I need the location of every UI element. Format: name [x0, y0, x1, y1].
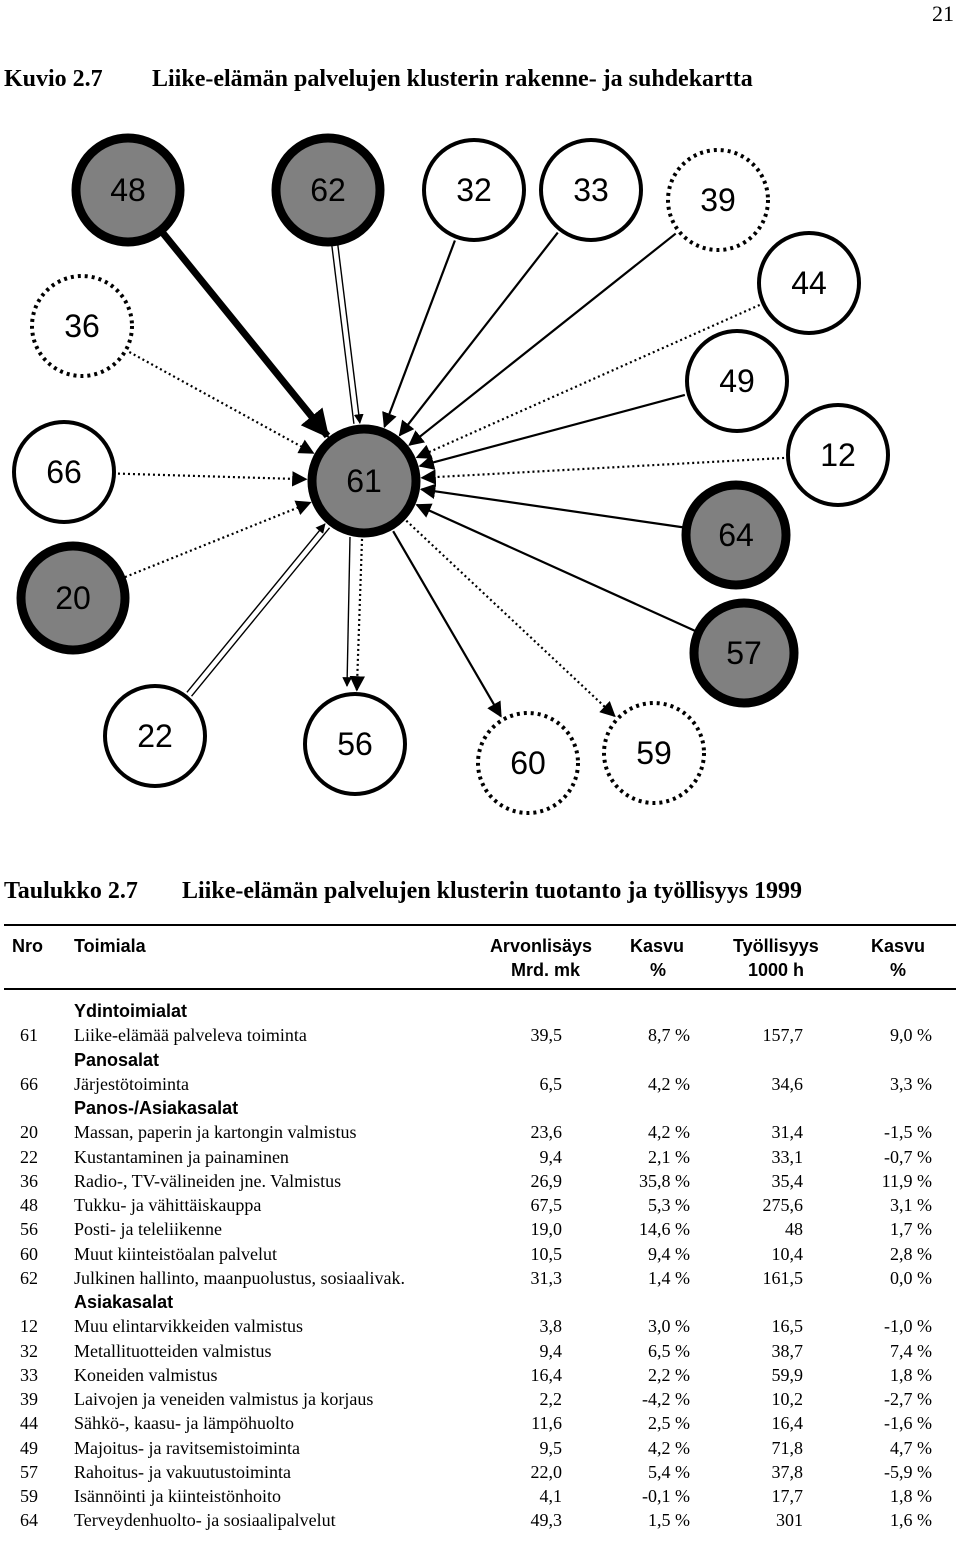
header-kasvu-2: Kasvu	[871, 936, 926, 956]
cell-kasvu: 8,7 %	[648, 1025, 690, 1046]
header-kasvu-1: Kasvu	[630, 936, 685, 956]
cell-kasvu-tyollisyys: 1,7 %	[890, 1219, 932, 1240]
cell-nro: 36	[20, 1170, 38, 1191]
cell-arvonlisays: 49,3	[530, 1510, 562, 1531]
cell-toimiala: Rahoitus- ja vakuutustoiminta	[74, 1461, 291, 1482]
node-48	[76, 138, 180, 242]
table-row	[0, 1217, 960, 1241]
table-row	[0, 1508, 960, 1532]
node-label-64: 64	[718, 517, 754, 553]
header-kasvu-1-unit: %	[650, 960, 667, 980]
cell-toimiala: Radio-, TV-välineiden jne. Valmistus	[74, 1170, 342, 1191]
cell-nro: 12	[20, 1316, 38, 1337]
cell-kasvu: 1,4 %	[648, 1267, 690, 1288]
table-title: Liike-elämän palvelujen klusterin tuotanto ja työllisyys 1999	[182, 878, 803, 904]
cell-kasvu-tyollisyys: 1,8 %	[890, 1364, 932, 1385]
cell-toimiala: Terveydenhuolto- ja sosiaalipalvelut	[74, 1510, 336, 1531]
edge-48-61	[163, 233, 327, 435]
cell-kasvu-tyollisyys: 1,8 %	[890, 1486, 932, 1506]
table-row	[0, 1023, 960, 1047]
cell-toimiala: Laivojen ja veneiden valmistus ja korjaus	[74, 1389, 374, 1409]
cell-tyollisyys: 301	[776, 1510, 803, 1531]
node-label-20: 20	[55, 580, 91, 616]
cell-tyollisyys: 17,7	[771, 1486, 803, 1506]
cell-toimiala: Massan, paperin ja kartongin valmistus	[74, 1122, 357, 1143]
cell-kasvu: 9,4 %	[648, 1243, 690, 1264]
cell-kasvu-tyollisyys: -1,6 %	[884, 1413, 932, 1434]
node-59	[604, 703, 704, 803]
cell-tyollisyys: 31,4	[771, 1122, 803, 1143]
node-56	[305, 694, 405, 794]
cell-kasvu: 14,6 %	[639, 1219, 690, 1240]
cell-nro: 32	[20, 1340, 38, 1361]
table-label: Taulukko 2.7	[4, 878, 138, 904]
table-row	[0, 1145, 960, 1169]
node-label-57: 57	[726, 635, 762, 671]
edge-62-61-b	[338, 245, 360, 423]
edge-64-61	[421, 489, 682, 527]
cell-arvonlisays: 2,2	[539, 1389, 562, 1409]
cell-arvonlisays: 9,4	[539, 1340, 562, 1361]
cell-arvonlisays: 19,0	[530, 1219, 562, 1240]
edge-59-61	[406, 521, 614, 716]
node-44	[759, 233, 859, 333]
cell-arvonlisays: 4,1	[539, 1486, 562, 1506]
cell-nro: 22	[20, 1146, 38, 1167]
table-row	[0, 1436, 960, 1460]
section-label: Ydintoimialat	[74, 1001, 188, 1021]
cell-toimiala: Sähkö-, kaasu- ja lämpöhuolto	[74, 1413, 294, 1434]
section-label: Panos-/Asiakasalat	[74, 1098, 239, 1118]
table-row	[0, 1339, 960, 1363]
table-row	[0, 1460, 960, 1484]
cell-tyollisyys: 16,5	[771, 1316, 803, 1337]
cell-nro: 48	[20, 1195, 38, 1215]
table-row	[0, 1387, 960, 1411]
cell-kasvu-tyollisyys: 2,8 %	[890, 1243, 932, 1264]
figure-title: Liike-elämän palvelujen klusterin rakenne- ja suhdekartta	[152, 66, 753, 92]
table-section-row	[0, 1096, 960, 1120]
node-label-32: 32	[456, 172, 492, 208]
node-32	[424, 140, 524, 240]
cell-arvonlisays: 31,3	[530, 1267, 562, 1288]
diagram-nodes	[14, 138, 888, 813]
cell-kasvu-tyollisyys: 7,4 %	[890, 1340, 932, 1361]
node-39	[668, 150, 768, 250]
edge-20-61	[125, 503, 310, 577]
cell-nro: 62	[20, 1267, 38, 1288]
node-36	[32, 276, 132, 376]
cell-tyollisyys: 275,6	[762, 1195, 803, 1215]
node-label-60: 60	[510, 745, 546, 781]
cell-arvonlisays: 9,4	[539, 1146, 562, 1167]
cell-kasvu-tyollisyys: 3,3 %	[890, 1073, 932, 1094]
cell-arvonlisays: 9,5	[539, 1437, 562, 1458]
cell-kasvu: 2,1 %	[648, 1146, 690, 1167]
cell-toimiala: Muut kiinteistöalan palvelut	[74, 1243, 277, 1264]
section-label: Asiakasalat	[74, 1292, 174, 1312]
cell-kasvu-tyollisyys: 9,0 %	[890, 1025, 932, 1046]
figure-label: Kuvio 2.7	[4, 66, 103, 92]
header-toimiala: Toimiala	[74, 936, 146, 956]
cell-toimiala: Majoitus- ja ravitsemistoiminta	[74, 1437, 300, 1458]
edge-61-56-b	[347, 537, 350, 686]
table-section-row	[0, 1048, 960, 1072]
cell-arvonlisays: 23,6	[530, 1122, 562, 1143]
node-22	[105, 686, 205, 786]
diagram-edges	[118, 233, 784, 717]
cell-kasvu-tyollisyys: 3,1 %	[890, 1195, 932, 1215]
node-49	[687, 331, 787, 431]
header-tyollisyys: Työllisyys	[733, 936, 819, 956]
cell-kasvu: 6,5 %	[648, 1340, 690, 1361]
cell-nro: 44	[20, 1413, 38, 1434]
node-label-62: 62	[310, 172, 346, 208]
node-57	[694, 603, 794, 703]
header-kasvu-2-unit: %	[890, 960, 907, 980]
cell-arvonlisays: 67,5	[530, 1195, 562, 1215]
node-label-12: 12	[820, 437, 856, 473]
edge-32-61	[385, 241, 455, 427]
table-section-row	[0, 1290, 960, 1314]
cell-toimiala: Posti- ja teleliikenne	[74, 1219, 222, 1240]
cell-nro: 57	[20, 1461, 38, 1482]
cell-tyollisyys: 161,5	[762, 1267, 803, 1288]
cell-kasvu: 4,2 %	[648, 1122, 690, 1143]
cell-arvonlisays: 11,6	[531, 1413, 562, 1434]
node-label-22: 22	[137, 718, 173, 754]
cell-kasvu: 2,2 %	[648, 1364, 690, 1385]
edge-22-61-a	[192, 528, 330, 696]
cell-arvonlisays: 22,0	[530, 1461, 562, 1482]
cell-kasvu: -4,2 %	[642, 1389, 690, 1409]
node-33	[541, 140, 641, 240]
cell-tyollisyys: 71,8	[771, 1437, 803, 1458]
cell-nro: 64	[20, 1510, 38, 1531]
node-64	[686, 485, 786, 585]
cell-tyollisyys: 157,7	[762, 1025, 803, 1046]
table-row	[0, 1120, 960, 1144]
cell-kasvu: 4,2 %	[648, 1073, 690, 1094]
cell-tyollisyys: 16,4	[771, 1413, 803, 1434]
edge-56-61	[357, 539, 362, 690]
node-label-66: 66	[46, 454, 82, 490]
cell-toimiala: Julkinen hallinto, maanpuolustus, sosiaalivak.	[74, 1267, 405, 1288]
table-row	[0, 1314, 960, 1338]
node-label-39: 39	[700, 182, 736, 218]
cell-kasvu-tyollisyys: 0,0 %	[890, 1267, 932, 1288]
node-12	[788, 405, 888, 505]
page-number: 21	[932, 1, 954, 26]
table-row	[0, 1169, 960, 1193]
table-row	[0, 1411, 960, 1435]
edge-62-61-a	[332, 246, 354, 424]
cell-nro: 49	[20, 1437, 38, 1458]
cell-toimiala: Tukku- ja vähittäiskauppa	[74, 1195, 262, 1215]
node-60	[478, 713, 578, 813]
cell-nro: 59	[20, 1486, 38, 1506]
table-row	[0, 1242, 960, 1266]
cell-arvonlisays: 39,5	[530, 1025, 562, 1046]
cell-nro: 66	[20, 1073, 38, 1094]
table-header-rule	[4, 988, 956, 990]
cell-kasvu-tyollisyys: -5,9 %	[884, 1461, 932, 1482]
node-label-44: 44	[791, 265, 827, 301]
cell-tyollisyys: 37,8	[771, 1461, 803, 1482]
cell-kasvu: 1,5 %	[648, 1510, 690, 1531]
cell-toimiala: Muu elintarvikkeiden valmistus	[74, 1316, 303, 1337]
table-row	[0, 1266, 960, 1290]
cell-kasvu-tyollisyys: 11,9 %	[881, 1170, 932, 1191]
cell-kasvu: -0,1 %	[642, 1486, 690, 1506]
edge-39-61	[409, 234, 675, 445]
node-label-56: 56	[337, 726, 373, 762]
table-section-row	[0, 999, 960, 1023]
cell-arvonlisays: 10,5	[530, 1243, 562, 1264]
cell-kasvu: 4,2 %	[648, 1437, 690, 1458]
table-body	[0, 999, 960, 1533]
cell-kasvu: 3,0 %	[648, 1316, 690, 1337]
edge-36-61	[129, 352, 313, 453]
cell-kasvu-tyollisyys: -2,7 %	[884, 1389, 932, 1409]
cell-tyollisyys: 35,4	[771, 1170, 803, 1191]
cell-kasvu-tyollisyys: -1,5 %	[884, 1122, 932, 1143]
cell-kasvu-tyollisyys: 4,7 %	[890, 1437, 932, 1458]
node-label-59: 59	[636, 735, 672, 771]
cell-toimiala: Kustantaminen ja painaminen	[74, 1146, 289, 1167]
node-label-49: 49	[719, 363, 755, 399]
cell-tyollisyys: 10,2	[771, 1389, 803, 1409]
table-caption	[4, 878, 803, 905]
cell-toimiala: Isännöinti ja kiinteistönhoito	[74, 1486, 281, 1506]
cell-kasvu: 5,4 %	[648, 1461, 690, 1482]
node-66	[14, 422, 114, 522]
section-label: Panosalat	[74, 1049, 160, 1070]
cell-kasvu: 35,8 %	[639, 1170, 690, 1191]
cell-tyollisyys: 59,9	[771, 1364, 803, 1385]
edge-12-61	[422, 458, 784, 478]
cell-tyollisyys: 10,4	[771, 1243, 803, 1264]
cell-nro: 56	[20, 1219, 38, 1240]
table-row	[0, 1072, 960, 1096]
cell-nro: 20	[20, 1122, 38, 1143]
cell-kasvu-tyollisyys: -0,7 %	[884, 1146, 932, 1167]
node-label-33: 33	[573, 172, 609, 208]
cell-toimiala: Metallituotteiden valmistus	[74, 1340, 272, 1361]
cell-toimiala: Järjestötoiminta	[74, 1073, 189, 1094]
table-row	[0, 1484, 960, 1508]
edge-66-61	[118, 474, 306, 480]
cell-arvonlisays: 3,8	[539, 1316, 562, 1337]
table-row	[0, 1193, 960, 1217]
cell-tyollisyys: 38,7	[771, 1340, 803, 1361]
cell-arvonlisays: 26,9	[530, 1170, 562, 1191]
figure-caption	[4, 66, 753, 93]
edge-22-61-b	[187, 524, 325, 692]
cell-nro: 61	[20, 1025, 38, 1046]
cell-arvonlisays: 6,5	[539, 1073, 562, 1094]
cell-kasvu-tyollisyys: -1,0 %	[884, 1316, 932, 1337]
node-20	[21, 546, 125, 650]
node-label-61: 61	[346, 463, 382, 499]
node-61	[312, 429, 416, 533]
table-top-rule	[4, 924, 956, 926]
cell-nro: 60	[20, 1243, 38, 1264]
node-label-48: 48	[110, 172, 146, 208]
cell-toimiala: Liike-elämää palveleva toiminta	[74, 1025, 307, 1046]
cell-nro: 39	[20, 1389, 38, 1409]
cell-toimiala: Koneiden valmistus	[74, 1364, 218, 1385]
header-nro: Nro	[12, 936, 43, 956]
header-arvonlisays-unit: Mrd. mk	[510, 960, 580, 980]
table-row	[0, 1363, 960, 1387]
header-arvonlisays: Arvonlisäys	[489, 936, 592, 956]
cell-nro: 33	[20, 1364, 38, 1385]
cell-arvonlisays: 16,4	[530, 1364, 562, 1385]
cell-tyollisyys: 48	[785, 1219, 803, 1240]
node-label-36: 36	[64, 308, 100, 344]
cell-tyollisyys: 34,6	[771, 1073, 803, 1094]
cell-tyollisyys: 33,1	[771, 1146, 803, 1167]
cluster-relationship-diagram	[0, 120, 960, 820]
header-tyollisyys-unit: 1000 h	[748, 960, 805, 980]
cell-kasvu-tyollisyys: 1,6 %	[890, 1510, 932, 1531]
node-62	[276, 138, 380, 242]
cell-kasvu: 2,5 %	[648, 1413, 690, 1434]
cell-kasvu: 5,3 %	[648, 1195, 690, 1215]
